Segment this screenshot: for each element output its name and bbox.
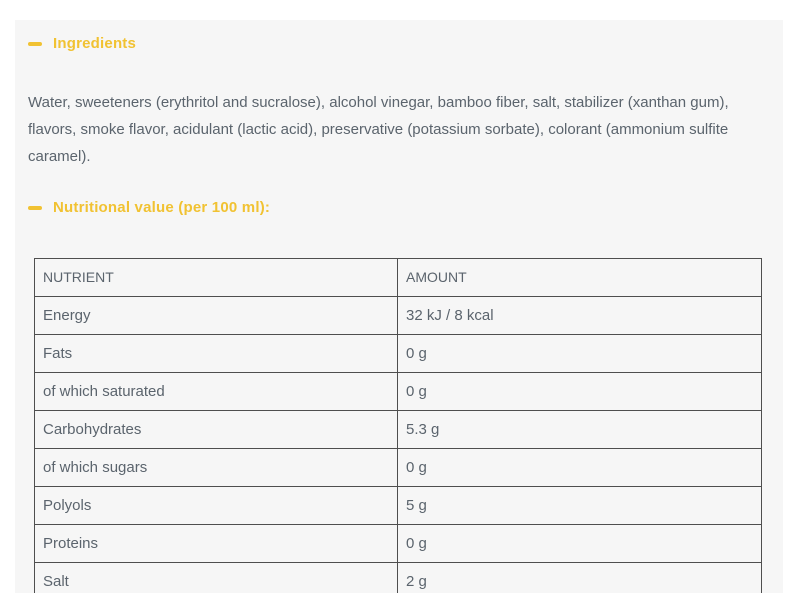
amount-cell: 0 g (398, 525, 762, 563)
nutrition-table (34, 258, 762, 593)
nutrient-cell: Salt (35, 563, 398, 594)
nutrition-heading-label: Nutritional value (per 100 ml): (53, 199, 271, 216)
table-row (35, 411, 762, 449)
table-row (35, 487, 762, 525)
table-header-row (35, 259, 762, 297)
dash-icon (28, 42, 42, 46)
table-row (35, 297, 762, 335)
nutrient-cell: Carbohydrates (35, 411, 398, 449)
amount-cell: 0 g (398, 449, 762, 487)
table-row (35, 335, 762, 373)
nutrition-table-body (35, 297, 762, 594)
amount-cell: 5 g (398, 487, 762, 525)
table-row (35, 449, 762, 487)
nutrient-cell: Fats (35, 335, 398, 373)
product-details-panel (15, 20, 783, 593)
amount-cell: 5.3 g (398, 411, 762, 449)
amount-column-header: AMOUNT (398, 259, 762, 297)
table-row (35, 563, 762, 594)
nutrient-cell: Energy (35, 297, 398, 335)
ingredients-text: Water, sweeteners (erythritol and sucralose), alcohol vinegar, bamboo fiber, salt, stabilizer (xanthan gum), flavors, smoke flavor, acidulant (lactic acid), preservative (potassium sorbate), colorant (ammonium sulfite caramel). (28, 94, 729, 165)
ingredients-heading-label: Ingredients (53, 35, 137, 52)
nutrient-cell: Proteins (35, 525, 398, 563)
nutrition-heading (28, 198, 770, 217)
amount-cell: 0 g (398, 335, 762, 373)
nutrient-cell: Polyols (35, 487, 398, 525)
ingredients-heading (28, 34, 770, 53)
dash-icon (28, 206, 42, 210)
nutrient-cell: of which saturated (35, 373, 398, 411)
amount-cell: 32 kJ / 8 kcal (398, 297, 762, 335)
nutrient-column-header: NUTRIENT (35, 259, 398, 297)
amount-cell: 0 g (398, 373, 762, 411)
table-row (35, 373, 762, 411)
nutrient-cell: of which sugars (35, 449, 398, 487)
table-row (35, 525, 762, 563)
amount-cell: 2 g (398, 563, 762, 594)
